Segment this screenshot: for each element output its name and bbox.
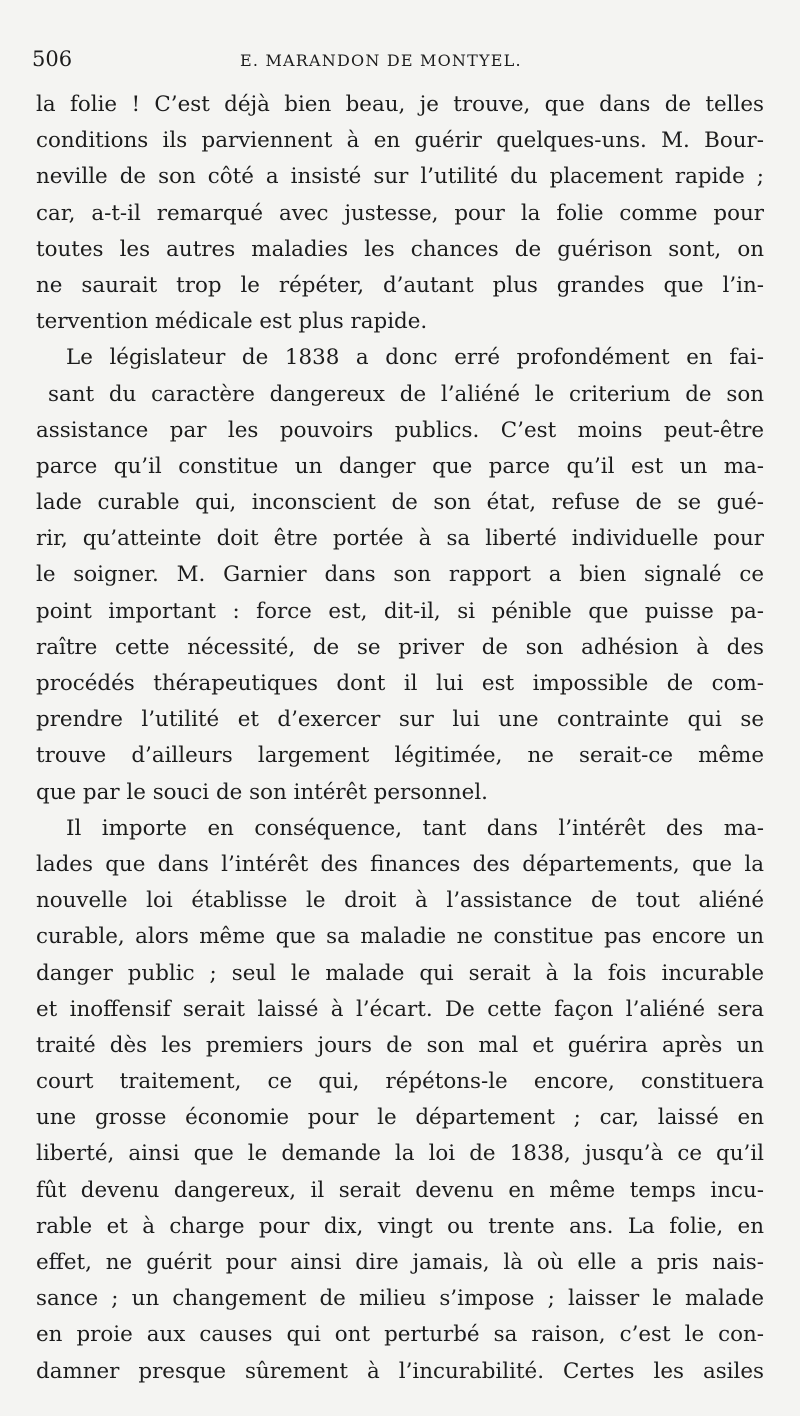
text-line: lades que dans l’intérêt des finances des départements, que la [36, 851, 764, 877]
text-line: et inoffensif serait laissé à l’écart. De cette façon l’aliéné sera [36, 996, 764, 1022]
text-line: liberté, ainsi que le demande la loi de 1838, jusqu’à ce qu’il [36, 1141, 764, 1167]
text-line: rable et à charge pour dix, vingt ou trente ans. La folie, en [36, 1213, 764, 1239]
text-line: neville de son côté a insisté sur l’utilité du placement rapide ; [36, 164, 764, 190]
text-line: tervention médicale est plus rapide. [36, 309, 428, 335]
text-line: en proie aux causes qui ont perturbé sa raison, c’est le con- [36, 1322, 764, 1348]
text-line: danger public ; seul le malade qui serait à la fois incurable [36, 960, 764, 986]
text-line: court traitement, ce qui, répétons-le encore, constituera [36, 1069, 764, 1095]
text-line: une grosse économie pour le département ; car, laissé en [36, 1105, 764, 1131]
text-line: damner presque sûrement à l’incurabilité. Certes les asiles [36, 1358, 764, 1384]
text-line: lade curable qui, inconscient de son état, refuse de se gué- [36, 490, 764, 516]
text-line: la folie ! C’est déjà bien beau, je trouve, que dans de telles [36, 92, 764, 117]
text-line: parce qu’il constitue un danger que parce qu’il est un ma- [36, 453, 764, 479]
text-line: point important : force est, dit-il, si pénible que puisse pa- [36, 598, 764, 624]
paragraph-start-line: Le législateur de 1838 a donc erré profondément en fai- [66, 345, 764, 371]
page-number: 506 [32, 47, 73, 71]
text-line: prendre l’utilité et d’exercer sur lui une contrainte qui se [36, 707, 764, 733]
text-line: fût devenu dangereux, il serait devenu en même temps incu- [36, 1177, 764, 1203]
body-text [36, 87, 764, 1390]
running-head: E. MARANDON DE MONTYEL. [240, 51, 522, 70]
text-line: effet, ne guérit pour ainsi dire jamais, là où elle a pris nais- [36, 1250, 764, 1275]
text-line: car, a-t-il remarqué avec justesse, pour la folie comme pour [36, 200, 764, 226]
text-line: curable, alors même que sa maladie ne constitue pas encore un [36, 924, 764, 950]
text-line: raître cette nécessité, de se priver de son adhésion à des [36, 634, 764, 660]
text-line: sant du caractère dangereux de l’aliéné le criterium de son [48, 381, 764, 407]
text-line: nouvelle loi établisse le droit à l’assistance de tout aliéné [36, 888, 764, 914]
text-line: conditions ils parviennent à en guérir quelques-uns. M. Bour- [36, 128, 764, 154]
text-line: procédés thérapeutiques dont il lui est impossible de com- [36, 671, 764, 696]
text-line: traité dès les premiers jours de son mal et guérira après un [36, 1032, 764, 1058]
paragraph-start-line: Il importe en conséquence, tant dans l’intérêt des ma- [66, 815, 764, 841]
page-header [32, 44, 762, 74]
text-line: le soigner. M. Garnier dans son rapport a bien signalé ce [36, 562, 764, 588]
text-line: assistance par les pouvoirs publics. C’est moins peut-être [36, 417, 764, 443]
text-line: ne saurait trop le répéter, d’autant plus grandes que l’in- [36, 272, 764, 298]
text-line: sance ; un changement de milieu s’impose ; laisser le malade [36, 1286, 764, 1312]
text-line: trouve d’ailleurs largement légitimée, ne serait-ce même [36, 743, 764, 769]
text-line: rir, qu’atteinte doit être portée à sa liberté individuelle pour [36, 526, 764, 552]
text-line: que par le souci de son intérêt personnel. [36, 779, 488, 805]
text-line: toutes les autres maladies les chances de guérison sont, on [36, 236, 764, 262]
